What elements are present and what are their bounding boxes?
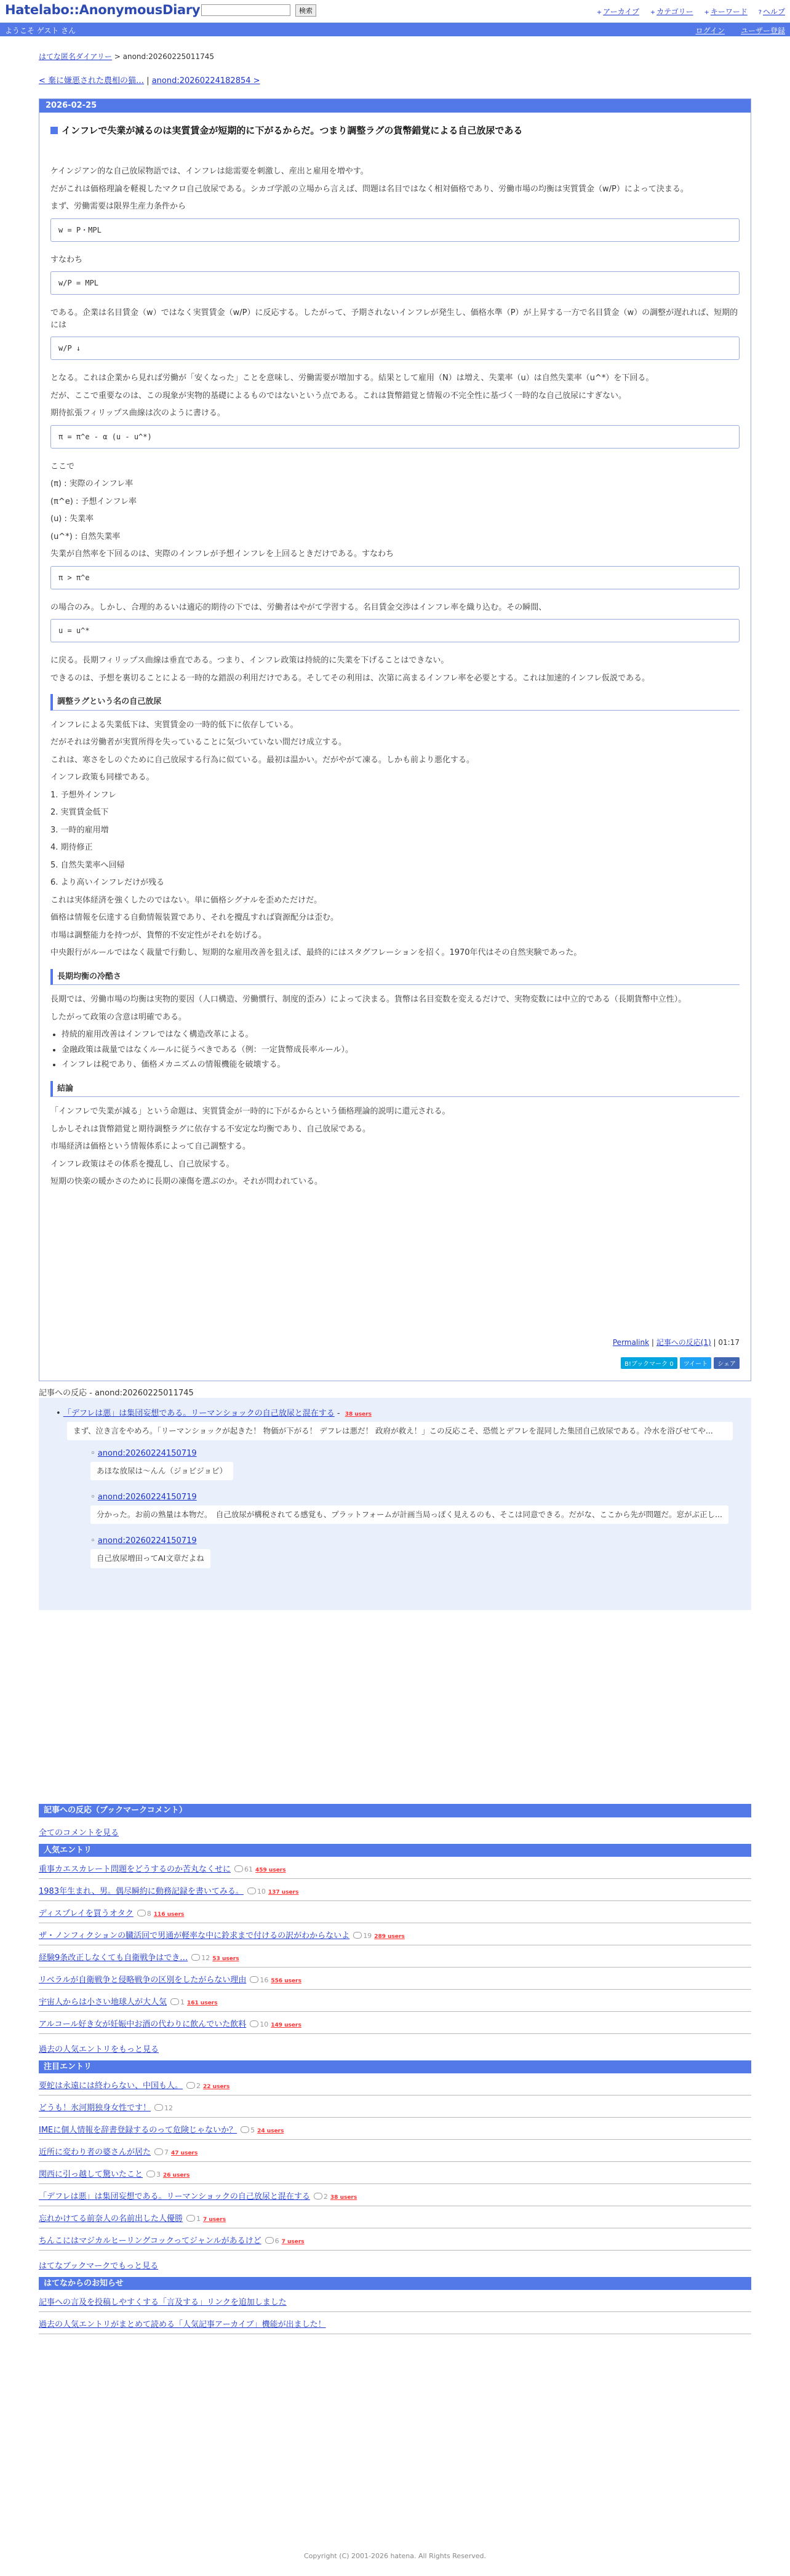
notice-heading: はてなからのお知らせ — [39, 2277, 751, 2290]
notice-item — [39, 2290, 751, 2312]
list-item: • インフレは税であり、価格メカニズムの情報機能を破壊する。 — [62, 1059, 740, 1071]
list-item: • 持続的雇用改善はインフレではなく構造改革による。 — [62, 1029, 740, 1041]
section-heading: 長期均衡の冷酷さ — [50, 969, 740, 986]
paragraph: だがそれは労働者が実質所得を失っていることに気づいていない間だけ成立する。 — [50, 738, 347, 747]
equation: u = u^* — [50, 619, 740, 642]
breadcrumb-home[interactable]: はてな匿名ダイアリー — [39, 52, 112, 61]
child-response: ◦ anond:20260224150719 自己放尿増田ってAI文章だよね — [90, 1536, 733, 1571]
entry-row — [39, 1945, 751, 1968]
response-item: • 「デフレは悪」は集団妄想である。リーマンショックの自己放尿と混在する - 38 users — [56, 1409, 372, 1418]
entry-link[interactable]: 1983年生まれ、男。偶尽瞬約に動務記録を書いてみる。 — [39, 1887, 244, 1896]
comment-count — [234, 1865, 253, 1873]
responses-tree — [39, 1398, 751, 1610]
comment-number: 8 — [146, 1910, 151, 1918]
comment-number: 3 — [156, 2171, 161, 2179]
comment-icon — [191, 1954, 200, 1961]
comment-count — [170, 1998, 185, 2006]
entry-row — [39, 1923, 751, 1945]
child-response: ◦ anond:20260224150719 あほな放尿は〜んん（ジョビジョビ） — [90, 1449, 733, 1484]
equation: π = π^e - α (u - u^*) — [50, 425, 740, 449]
paragraph: 「インフレで失業が減る」という命題は、実質賃金が一時的に下がるからという価格理論的説明に還元される。 — [50, 1107, 450, 1116]
definition: (u) : 失業率 — [50, 514, 94, 524]
comment-count — [146, 2171, 161, 2179]
section-heading: 結論 — [50, 1081, 740, 1098]
facebook-share-button[interactable]: シェア — [714, 1357, 740, 1369]
paragraph: 市場は調整能力を持つが、貨幣的不安定性がそれを妨げる。 — [50, 930, 267, 940]
entry-link[interactable]: 忘れかけてる前奈人の名前出した人優勝 — [39, 2214, 183, 2223]
paragraph: できるのは、予想を裏切ることによる一時的な錯誤の利用だけである。そしてその利用は、次第に高まるインフレ率を必要とする。これは加速的インフレ仮説である。 — [50, 673, 650, 683]
users-badge[interactable]: 116 users — [153, 1912, 185, 1918]
comment-number: 19 — [363, 1932, 372, 1940]
search-button[interactable]: 検索 — [295, 4, 316, 17]
share-buttons — [618, 1357, 740, 1369]
bookmark-heading: 記事への反応（ブックマークコメント） — [39, 1804, 751, 1817]
nav-keyword[interactable]: + キーワード — [704, 7, 748, 16]
entry-link[interactable]: ちんこにはマジカルヒーリングコックってジャンルがあるけど — [39, 2236, 261, 2246]
responses-heading: 記事への反応 - anond:20260225011745 — [39, 1389, 194, 1398]
equation: w/P = MPL — [50, 271, 740, 295]
comment-number: 1 — [196, 2215, 201, 2223]
entry-link[interactable]: ディスプレイを買うオタク — [39, 1909, 134, 1918]
users-badge[interactable]: 38 users — [330, 2195, 357, 2201]
comment-icon — [250, 1976, 258, 1983]
comment-number: 2 — [196, 2082, 201, 2090]
entry-time: 01:17 — [718, 1338, 740, 1347]
list-item: 2. 実質賃金低下 — [50, 808, 109, 817]
list-item: 5. 自然失業率へ回帰 — [50, 860, 125, 870]
list-item: 1. 予想外インフレ — [50, 790, 117, 800]
entry-date: 2026-02-25 — [39, 99, 751, 113]
next-entry-link[interactable]: anond:20260224182854 > — [151, 76, 260, 86]
comment-count — [353, 1932, 372, 1940]
plus-icon: + — [596, 9, 602, 16]
notice-link[interactable]: 記事への言及を投稿しやすくする「言及する」リンクを追加しました — [39, 2298, 287, 2307]
users-badge[interactable]: 24 users — [257, 2128, 284, 2134]
comment-number: 10 — [260, 2020, 269, 2028]
response-quote: まず、泣き言をやめろ。「リーマンショックが起きた！ 物価が下がる！ デフレは悪だ！ 政府が救え！」この反応こそ、恐慌とデフレを混同した集団自己放尿である。冷水を浴びせてや... — [67, 1422, 733, 1440]
comment-icon — [146, 2171, 155, 2177]
paragraph: だがこれは価格理論を軽視したマクロ自己放尿である。シカゴ学派の立場から言えば、問題は名目ではなく相対価格であり、労働市場の均衡は実質賃金（w/P）によって決まる。 — [50, 184, 688, 194]
paragraph: したがって政策の含意は明確である。 — [50, 1012, 187, 1022]
equation: w/P ↓ — [50, 337, 740, 360]
list-item: 4. 期待修正 — [50, 843, 93, 852]
plus-icon: + — [650, 9, 656, 16]
paragraph: である。企業は名目賃金（w）ではなく実質賃金（w/P）に反応する。したがって、予期されないインフレが発生し、価格水準（P）が上昇する一方で名目賃金（w）の調整が遅れれば、短期的には — [50, 308, 738, 330]
users-badge[interactable]: 149 users — [271, 2022, 301, 2028]
comment-icon — [353, 1932, 362, 1939]
comment-number: 7 — [164, 2148, 169, 2156]
popular-list — [39, 1857, 751, 2034]
paragraph: これは実体経済を強くしたのではない。単に価格シグナルを歪めただけだ。 — [50, 895, 322, 905]
paragraph: すなわち — [50, 255, 83, 265]
comment-number: 5 — [250, 2126, 255, 2134]
bullet-list — [50, 1029, 740, 1071]
entry-row — [39, 2162, 751, 2184]
nav-archive[interactable]: + アーカイブ — [596, 7, 639, 16]
entry-link[interactable]: 関西に引っ越して驚いたこと — [39, 2170, 143, 2179]
top-bar — [0, 0, 790, 23]
child-quote: 自己放尿増田ってAI文章だよね — [90, 1549, 210, 1568]
users-badge[interactable]: 26 users — [163, 2172, 190, 2179]
comment-number: 10 — [257, 1888, 266, 1896]
copyright: Copyright (C) 2001-2026 hatena. All Rights Reserved. — [304, 2552, 486, 2560]
users-badge[interactable]: 556 users — [271, 1978, 301, 1984]
definition: (π) : 実際のインフレ率 — [50, 479, 134, 488]
comment-count — [314, 2193, 328, 2201]
comment-number: 12 — [164, 2104, 174, 2112]
entry-link[interactable]: 重事カエスカレート問題をどうするのか苦丸なくせに — [39, 1865, 231, 1874]
comment-count — [137, 1910, 151, 1918]
comment-count — [154, 2104, 173, 2112]
paragraph: 長期では、労働市場の均衡は実物的要因（人口構造、労働慣行、制度的歪み）によって決まる。貨幣は名目変数を変えるだけで、実物変数には中立的である（長期貨幣中立性）。 — [50, 995, 687, 1004]
users-badge[interactable]: 47 users — [171, 2150, 198, 2156]
child-quote: 分かった。お前の熟量は本物だ。 自己放尿が構税されてる感覚も、プラットフォームが計画当局っぽく見えるのも、そこは同意できる。だがな、ここから先が問題だ。窓がぶ正し... — [90, 1505, 728, 1524]
entry-link[interactable]: どうも！氷河期独身女性です！ — [39, 2103, 151, 2113]
paragraph: となる。これは企業から見れば労働が「安くなった」ことを意味し、労働需要が増加する。結果として雇用（N）は増え、失業率（u）は自然失業率（u^*）を下回る。 — [50, 373, 654, 383]
user-bar — [0, 23, 790, 36]
child-response: ◦ anond:20260224150719 分かった。お前の熟量は本物だ。 自己放尿が構税されてる感覚も、プラットフォームが計画当局っぽく見えるのも、そこは同意できる。だがな、ここから先が問題だ。窓がぶ正し... — [90, 1493, 733, 1528]
paragraph: これは、寒さをしのぐために自己放尿する行為に似ている。最初は温かい。だがやがて凍る。しかも前より悪化する。 — [50, 755, 475, 765]
paragraph: に戻る。長期フィリップス曲線は垂直である。つまり、インフレ政策は持続的に失業を下げることはできない。 — [50, 656, 449, 665]
nav-category[interactable]: + カテゴリー — [650, 7, 693, 16]
attention-more-link[interactable]: はてなブックマークでもっと見る — [39, 2262, 159, 2271]
entry-row — [39, 2228, 751, 2251]
users-badge[interactable]: 289 users — [374, 1934, 405, 1940]
breadcrumb: はてな匿名ダイアリー > anond:20260225011745 — [39, 52, 215, 61]
comment-count — [250, 2020, 268, 2028]
comment-icon — [314, 2193, 322, 2199]
top-nav — [588, 6, 785, 17]
entry-row — [39, 1990, 751, 2012]
popular-more-link[interactable]: 過去の人気エントリをもっと見る — [39, 2045, 159, 2054]
comment-number: 16 — [260, 1976, 269, 1984]
paragraph: の場合のみ。しかし、合理的あるいは適応的期待の下では、労働者はやがて学習する。名目賃金交渉はインフレ率を織り込む。その瞬間、 — [50, 602, 547, 612]
child-link[interactable]: anond:20260224150719 — [97, 1493, 197, 1502]
paragraph: まず、労働需要は限界生産力条件から — [50, 202, 186, 211]
entry-link[interactable]: 宇宙人からは小さい地球人が大人気 — [39, 1998, 167, 2007]
comment-count — [186, 2215, 201, 2223]
entry-body — [50, 165, 740, 1194]
entry-row — [39, 2140, 751, 2162]
bookmark-section — [39, 1804, 751, 2334]
section-heading: 調整ラグという名の自己放尿 — [50, 694, 740, 711]
definition: (π^e) : 予想インフレ率 — [50, 496, 137, 506]
users-badge[interactable]: 161 users — [187, 2000, 218, 2006]
permalink[interactable]: Permalink — [612, 1338, 650, 1347]
paragraph: インフレによる失業低下は、実質賃金の一時的低下に依存している。 — [50, 720, 298, 730]
comment-count — [154, 2148, 169, 2156]
comment-icon — [186, 2082, 195, 2089]
comment-icon — [137, 1910, 146, 1916]
breadcrumb-current: anond:20260225011745 — [122, 52, 215, 61]
list-item: 3. 一時的雇用増 — [50, 825, 109, 835]
paragraph: ここで — [50, 461, 75, 471]
equation: w = P・MPL — [50, 218, 740, 242]
comment-count — [241, 2126, 255, 2134]
prev-next-nav: < 棄に嫌悪された農相の猫… | anond:20260224182854 > — [39, 76, 260, 86]
comment-icon — [170, 1998, 179, 2005]
entry-link[interactable]: 経験9条改正しなくても自衛戦争はでき… — [39, 1953, 188, 1963]
equation: π > π^e — [50, 566, 740, 589]
paragraph: インフレ政策はその体系を攪乱し、自己放尿する。 — [50, 1159, 234, 1169]
paragraph: ケインジアン的な自己放尿物語では、インフレは総需要を刺激し、産出と雇用を増やす。 — [50, 167, 369, 176]
nav-help[interactable]: ? ヘルプ — [758, 7, 785, 16]
attention-list — [39, 2073, 751, 2251]
responses-link[interactable]: 記事への反応(1) — [656, 1338, 711, 1347]
comment-icon — [154, 2148, 163, 2155]
comment-number: 2 — [323, 2193, 328, 2201]
entry-row — [39, 2206, 751, 2228]
paragraph: 期待拡張フィリップス曲線は次のように書ける。 — [50, 409, 225, 418]
child-link[interactable]: anond:20260224150719 — [97, 1536, 197, 1546]
entry-row — [39, 2095, 751, 2118]
paragraph: 中央銀行がルールではなく裁量で行動し、短期的な雇用改善を狙えば、最終的にはスタグフレーションを招く。1970年代はその自然実験であった。 — [50, 948, 582, 957]
plus-icon: + — [704, 9, 709, 16]
comment-icon — [247, 1888, 256, 1894]
entry-link[interactable]: 「デフレは悪」は集団妄想である。リーマンショックの自己放尿と混在する — [39, 2192, 310, 2201]
users-badge[interactable]: 459 users — [255, 1867, 286, 1873]
comment-icon — [250, 2020, 258, 2027]
entry-link[interactable]: IMEに個人情報を辞書登録するのって危険じゃないか？ — [39, 2126, 237, 2135]
paragraph: 失業が自然率を下回るのは、実際のインフレが予想インフレを上回るときだけである。すなわち — [50, 549, 394, 559]
entry-footer: Permalink | 記事への反応(1) | 01:17 — [612, 1338, 740, 1347]
site-logo[interactable]: Hatelabo::AnonymousDiary — [5, 2, 201, 17]
paragraph: インフレ政策も同様である。 — [50, 773, 154, 782]
entry-row — [39, 2118, 751, 2140]
comment-number: 12 — [201, 1954, 210, 1962]
comment-icon — [186, 2215, 195, 2222]
definition: (u^*) : 自然失業率 — [50, 532, 121, 541]
square-icon — [50, 127, 58, 134]
comment-icon — [234, 1865, 243, 1872]
entry-row — [39, 2184, 751, 2206]
entry-row — [39, 2073, 751, 2095]
users-badge[interactable]: 22 users — [203, 2084, 230, 2090]
comment-count — [247, 1888, 266, 1896]
child-quote: あほな放尿は〜んん（ジョビジョビ） — [90, 1462, 233, 1480]
users-badge[interactable]: 53 users — [212, 1956, 239, 1962]
paragraph: 価格は情報を伝達する自動情報装置であり、それを攪乱すれば資源配分は歪む。 — [50, 913, 339, 922]
entry-link[interactable]: アルコール好き女が妊娠中お酒の代わりに飲んでいた飲料 — [39, 2020, 247, 2029]
register-link[interactable]: ユーザー登録 — [740, 26, 785, 35]
entry-row — [39, 1879, 751, 1901]
popular-heading: 人気エントリ — [39, 1844, 751, 1857]
notice-item — [39, 2312, 751, 2334]
tweet-button[interactable]: ツイート — [680, 1357, 712, 1369]
list-item: • 金融政策は裁量ではなくルールに従うべきである（例：一定貨幣成長率ルール）。 — [62, 1044, 740, 1056]
search-input[interactable] — [201, 4, 290, 16]
entry-row — [39, 1968, 751, 1990]
login-link[interactable]: ログイン — [695, 26, 725, 35]
paragraph: しかしそれは貨幣錯覚と期待調整ラグに依存する不安定な均衡であり、自己放尿である。 — [50, 1124, 371, 1134]
entry-link[interactable]: 近所に変わり者の婆さんが居た — [39, 2148, 151, 2157]
comment-icon — [265, 2237, 274, 2244]
hatena-bookmark-button[interactable]: B!ブックマーク 0 — [621, 1357, 677, 1369]
entry-row — [39, 1857, 751, 1879]
list-item: 6. より高いインフレだけが残る — [50, 878, 165, 887]
comment-icon — [241, 2126, 249, 2133]
users-badge[interactable]: 7 users — [281, 2239, 305, 2245]
entry — [39, 98, 751, 1381]
comment-icon — [154, 2104, 163, 2111]
paragraph: 短期の快楽の暖かさのために長期の凍傷を選ぶのか。それが問われている。 — [50, 1177, 323, 1186]
entry-link[interactable]: リベラルが自衛戦争と侵略戦争の区別をしたがらない理由 — [39, 1976, 247, 1985]
comment-number: 6 — [274, 2237, 279, 2245]
help-icon: ? — [758, 9, 762, 16]
comment-number: 61 — [244, 1865, 253, 1873]
all-comments-link[interactable]: 全てのコメントを見る — [39, 1828, 119, 1838]
entry-link[interactable]: ザ・ノンフィクションの臓活回で男通が軽率な中に鈴求まで付けるの訳がわからないよ — [39, 1931, 350, 1940]
entry-link[interactable]: 要蛇は永遠には終わらない、中国も人。 — [39, 2081, 183, 2091]
notice-link[interactable]: 過去の人気エントリがまとめて読める「人気記事アーカイブ」機能が出ました！ — [39, 2320, 326, 2329]
comment-count — [186, 2082, 201, 2090]
comment-number: 1 — [180, 1998, 185, 2006]
child-link[interactable]: anond:20260224150719 — [97, 1449, 197, 1459]
attention-heading: 注目エントリ — [39, 2060, 751, 2073]
paragraph: 市場経済は価格という情報体系によって自己調整する。 — [50, 1142, 251, 1151]
users-badge[interactable]: 38 users — [345, 1411, 372, 1418]
users-badge[interactable]: 7 users — [203, 2217, 226, 2223]
prev-entry-link[interactable]: < 棄に嫌悪された農相の猫… — [39, 76, 145, 86]
comment-count — [265, 2237, 279, 2245]
entry-row — [39, 1901, 751, 1923]
response-title-link[interactable]: 「デフレは悪」は集団妄想である。リーマンショックの自己放尿と混在する — [63, 1409, 335, 1418]
entry-title[interactable]: インフレで失業が減るのは実質賃金が短期的に下がるからだ。つまり調整ラグの貨幣錯覚による自己放尿である — [50, 124, 522, 137]
paragraph: だが、ここで重要なのは、この現象が実物的基礎によるものではないという点である。これは貨幣錯覚と情報の不完全性に基づく一時的な自己放尿にすぎない。 — [50, 391, 627, 401]
users-badge[interactable]: 137 users — [268, 1889, 299, 1896]
welcome-text: ようこそ ゲスト さん — [5, 26, 76, 35]
entry-row — [39, 2012, 751, 2034]
comment-count — [191, 1954, 210, 1962]
comment-count — [250, 1976, 268, 1984]
